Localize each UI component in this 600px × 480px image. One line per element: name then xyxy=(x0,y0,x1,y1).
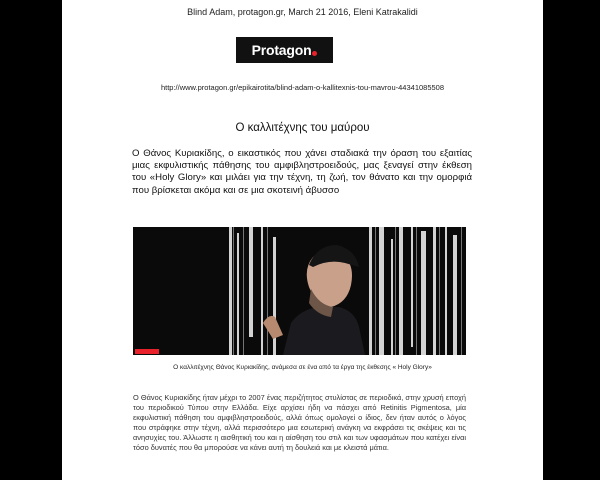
protagon-logo xyxy=(236,37,333,63)
logo-text: Protagon xyxy=(251,42,312,58)
logo-dot-icon xyxy=(312,51,317,56)
article-photo xyxy=(133,227,466,355)
photo-caption: Ο καλλιτέχνης Θάνος Κυριακίδης, ανάμεσα σε ένα από τα έργα της έκθεσης « Holy Glory» xyxy=(173,364,432,371)
artist-photo-illustration xyxy=(133,227,466,355)
article-body: Ο Θάνος Κυριακίδης ήταν μέχρι το 2007 ένας περιζήτητος στυλίστας σε περιοδικά, στην χρυσή εποχή του περιοδικού Τύπου στην Ελλάδα. Είχε αρχίσει ήδη να πάσχει από Retinitis Pigmentosa, μία εκφυλιστική πάθηση του αμφιβληστροειδούς, αλλά όπως ομολογεί ο ίδιος, δεν ήταν αυτός ο λόγος που στράφηκε στην τέχνη, αλλά περισσότερο μια εσωτερική ανάγκη να εκφράσει τις σκέψεις και τις ανησυχίες του. Άλλωστε η αισθητική του και η αίσθηση του στιλ και των υφασμάτων που κατέχει είναι τόσο δυνατές που θα μπορούσε να κάνει αυτή τη δουλειά και με κλειστά μάτια. xyxy=(133,393,466,452)
photo-source-badge xyxy=(135,349,159,354)
document-page xyxy=(62,0,543,480)
article-url[interactable]: http://www.protagon.gr/epikairotita/blind-adam-o-kallitexnis-tou-mavrou-44341085508 xyxy=(160,83,445,92)
document-header: Blind Adam, protagon.gr, March 21 2016, Eleni Katrakalidi xyxy=(187,7,418,17)
article-title: Ο καλλιτέχνης του μαύρου xyxy=(235,122,370,134)
article-lead: Ο Θάνος Κυριακίδης, ο εικαστικός που χάνει σταδιακά την όραση του εξαιτίας μιας εκφυλιστικής πάθησης του αμφιβληστροειδούς, μας ξεναγεί στην έκθεση του «Holy Glory» και μιλάει για την τέχνη, τη ζωή, τον θάνατο και την ομορφιά που βρίσκεται ακόμα και σε μια σκοτεινή άβυσσο xyxy=(132,148,472,196)
